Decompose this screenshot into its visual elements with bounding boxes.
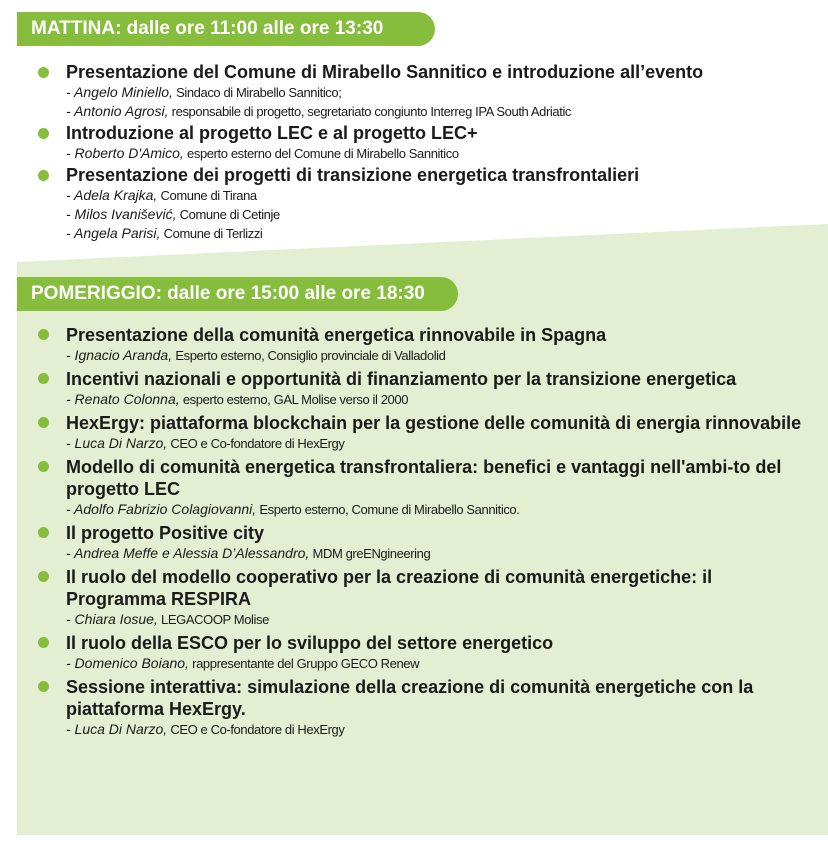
speaker-line xyxy=(66,346,808,365)
speaker-name: - Andrea Meffe e Alessia D’Alessandro, xyxy=(66,545,310,561)
agenda-item-title: Presentazione del Comune di Mirabello Sannitico e introduzione all’evento xyxy=(66,62,704,82)
speaker-name: - Antonio Agrosi, xyxy=(66,103,169,119)
speaker-line xyxy=(66,224,808,243)
speaker-name: - Adolfo Fabrizio Colagiovanni, xyxy=(66,501,257,517)
agenda-item-title: Il progetto Positive city xyxy=(66,523,265,543)
speaker-name: - Renato Colonna, xyxy=(66,391,180,407)
agenda-item xyxy=(38,632,808,673)
agenda-item-title: HexErgy: piattaforma blockchain per la gestione delle comunità di energia rinnovabile xyxy=(66,413,802,433)
morning-agenda-list xyxy=(38,61,808,244)
bullet-icon xyxy=(38,461,49,472)
speaker-role: rappresentante del Gruppo GECO Renew xyxy=(188,656,420,671)
agenda-item xyxy=(38,61,808,121)
agenda-item-title: Modello di comunità energetica transfrontaliera: benefici e vantaggi nell'ambi-to del progetto LEC xyxy=(66,457,782,499)
agenda-item-title: Presentazione della comunità energetica rinnovabile in Spagna xyxy=(66,325,607,345)
agenda-item xyxy=(38,324,808,365)
speaker-role: Sindaco di Mirabello Sannitico; xyxy=(172,85,342,100)
agenda-item-title: Il ruolo del modello cooperativo per la creazione di comunità energetiche: il Programma RESPIRA xyxy=(66,567,713,609)
speaker-role: Comune di Cetinje xyxy=(176,207,280,222)
speaker-role: responsabile di progetto, segretariato congiunto Interreg IPA South Adriatic xyxy=(168,104,572,119)
bullet-icon xyxy=(38,527,49,538)
agenda-item-title: Introduzione al progetto LEC e al progetto LEC+ xyxy=(66,123,478,143)
speaker-name: - Ignacio Aranda, xyxy=(66,347,173,363)
speaker-role: Comune di Terlizzi xyxy=(160,226,263,241)
agenda-item xyxy=(38,368,808,409)
agenda-item-title: Presentazione dei progetti di transizione energetica transfrontalieri xyxy=(66,165,640,185)
speaker-line xyxy=(66,186,808,205)
agenda-item xyxy=(38,522,808,563)
speaker-line xyxy=(66,390,808,409)
bullet-icon xyxy=(38,417,49,428)
bullet-icon xyxy=(38,128,49,139)
speaker-role: MDM greENgineering xyxy=(309,546,431,561)
speaker-line xyxy=(66,500,808,519)
speaker-role: LEGACOOP Molise xyxy=(157,612,269,627)
bullet-icon xyxy=(38,67,49,78)
bullet-icon xyxy=(38,329,49,340)
speaker-line xyxy=(66,610,808,629)
speaker-line xyxy=(66,144,808,163)
speaker-name: - Angelo Miniello, xyxy=(66,84,173,100)
afternoon-agenda-list xyxy=(38,324,808,742)
agenda-item-title: Incentivi nazionali e opportunità di finanziamento per la transizione energetica xyxy=(66,369,737,389)
speaker-role: Esperto esterno, Consiglio provinciale di Valladolid xyxy=(172,348,446,363)
agenda-item xyxy=(38,566,808,629)
speaker-name: - Luca Di Narzo, xyxy=(66,721,168,737)
speaker-name: - Chiara Iosue, xyxy=(66,611,158,627)
agenda-item-title: Sessione interattiva: simulazione della creazione di comunità energetiche con la piattaforma HexErgy. xyxy=(66,677,754,719)
bullet-icon xyxy=(38,637,49,648)
speaker-name: - Milos Ivanišević, xyxy=(66,206,177,222)
speaker-name: - Roberto D'Amico, xyxy=(66,145,184,161)
speaker-line xyxy=(66,83,808,102)
speaker-role: esperto esterno, GAL Molise verso il 2000 xyxy=(179,392,409,407)
speaker-name: - Adela Krajka, xyxy=(66,187,158,203)
speaker-line xyxy=(66,654,808,673)
speaker-name: - Angela Parisi, xyxy=(66,225,161,241)
speaker-role: CEO e Co-fondatore di HexErgy xyxy=(167,436,345,451)
agenda-item xyxy=(38,122,808,163)
bullet-icon xyxy=(38,373,49,384)
speaker-role: CEO e Co-fondatore di HexErgy xyxy=(167,722,345,737)
speaker-line xyxy=(66,434,808,453)
speaker-role: Comune di Tirana xyxy=(157,188,257,203)
agenda-item-title: Il ruolo della ESCO per lo sviluppo del settore energetico xyxy=(66,633,554,653)
speaker-role: esperto esterno del Comune di Mirabello Sannitico xyxy=(183,146,459,161)
afternoon-section-header: POMERIGGIO: dalle ore 15:00 alle ore 18:30 xyxy=(17,277,458,311)
bullet-icon xyxy=(38,681,49,692)
agenda-item xyxy=(38,412,808,453)
speaker-role: Esperto esterno, Comune di Mirabello Sannitico. xyxy=(256,502,520,517)
morning-section-header: MATTINA: dalle ore 11:00 alle ore 13:30 xyxy=(17,12,435,46)
speaker-line xyxy=(66,720,808,739)
speaker-line xyxy=(66,102,808,121)
bullet-icon xyxy=(38,170,49,181)
agenda-item xyxy=(38,676,808,739)
speaker-line xyxy=(66,544,808,563)
bullet-icon xyxy=(38,571,49,582)
speaker-line xyxy=(66,205,808,224)
agenda-item xyxy=(38,456,808,519)
agenda-item xyxy=(38,164,808,243)
speaker-name: - Domenico Boiano, xyxy=(66,655,189,671)
speaker-name: - Luca Di Narzo, xyxy=(66,435,168,451)
